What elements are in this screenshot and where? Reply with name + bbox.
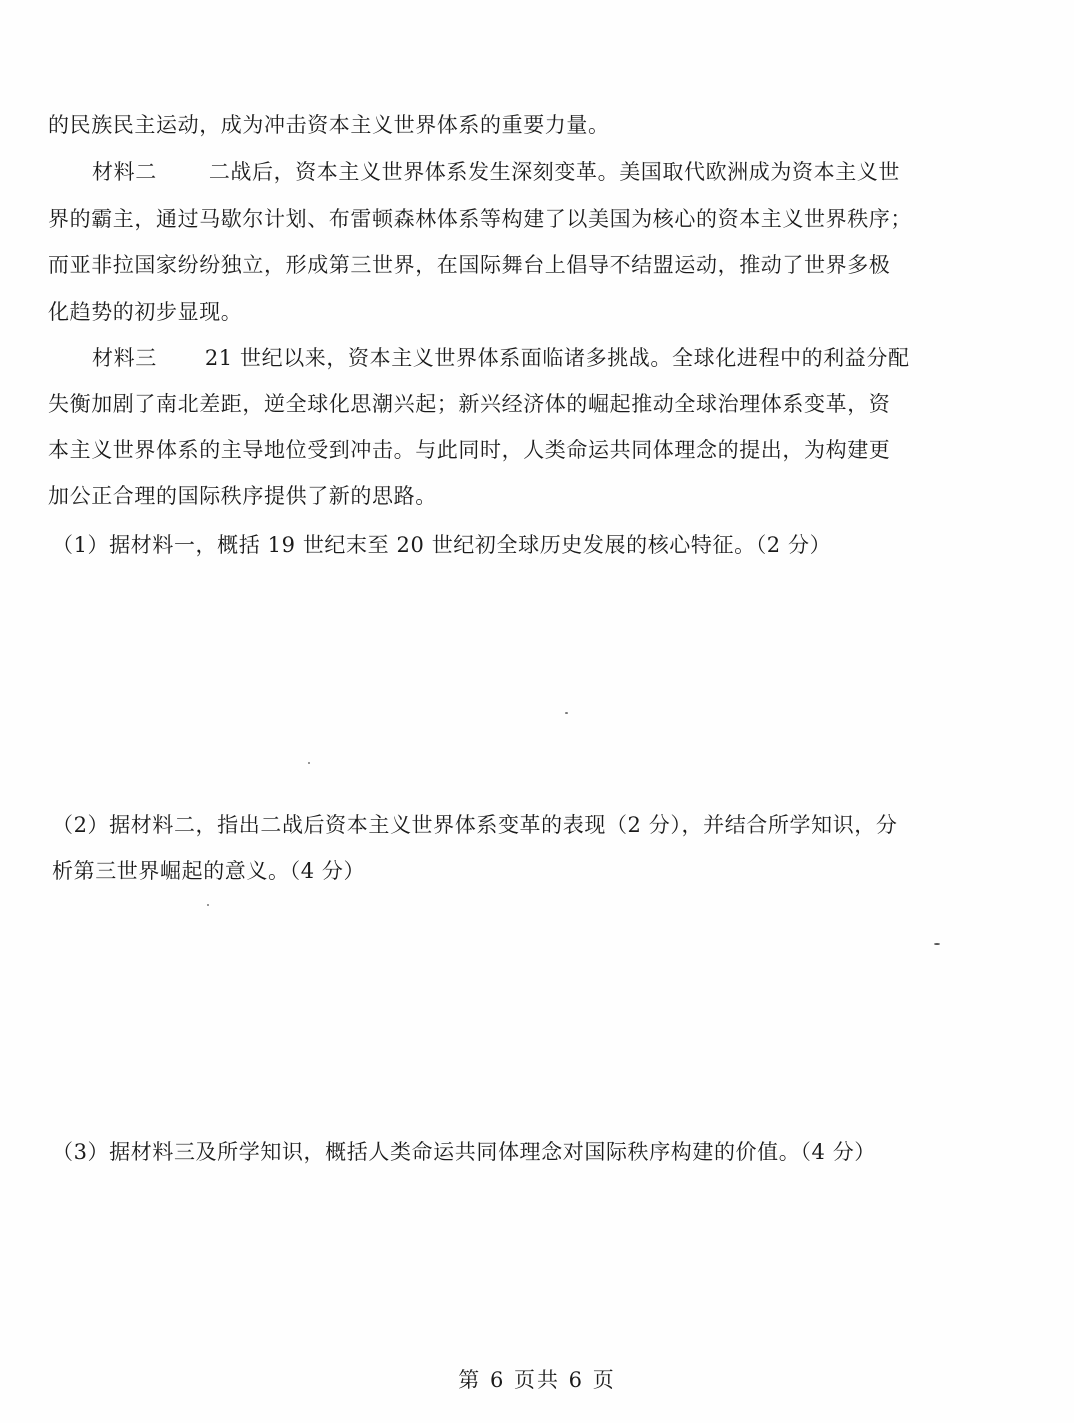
scan-speck	[207, 904, 209, 906]
material3-line-3: 本主义世界体系的主导地位受到冲击。与此同时，人类命运共同体理念的提出，为构建更	[48, 438, 891, 462]
scan-speck	[934, 943, 940, 945]
question-1: （1）据材料一，概括 19 世纪末至 20 世纪初全球历史发展的核心特征。（2 分）	[52, 533, 832, 557]
material2-line-2: 界的霸主，通过马歇尔计划、布雷顿森林体系等构建了以美国为核心的资本主义世界秩序；	[48, 207, 912, 231]
question-2-line-1: （2）据材料二，指出二战后资本主义世界体系变革的表现（2 分），并结合所学知识，分	[52, 813, 898, 837]
material3-line-2: 失衡加剧了南北差距，逆全球化思潮兴起；新兴经济体的崛起推动全球治理体系变革，资	[48, 392, 891, 416]
scan-speck	[565, 712, 568, 714]
material2-line-1	[92, 157, 900, 187]
page-footer: 第 6 页共 6 页	[458, 1368, 616, 1392]
material3-label: 材料三	[92, 346, 157, 370]
material3-text-1: 21 世纪以来，资本主义世界体系面临诸多挑战。全球化进程中的利益分配	[204, 346, 910, 370]
material2-text-1: 二战后，资本主义世界体系发生深刻变革。美国取代欧洲成为资本主义世	[208, 160, 901, 184]
material1-tail: 的民族民主运动，成为冲击资本主义世界体系的重要力量。	[48, 113, 610, 137]
material3-line-1	[92, 343, 910, 373]
question-2-line-2: 析第三世界崛起的意义。（4 分）	[52, 859, 366, 883]
material2-label: 材料二	[92, 160, 157, 184]
material2-line-3: 而亚非拉国家纷纷独立，形成第三世界，在国际舞台上倡导不结盟运动，推动了世界多极	[48, 253, 891, 277]
question-3: （3）据材料三及所学知识，概括人类命运共同体理念对国际秩序构建的价值。（4 分）	[52, 1140, 876, 1164]
material2-line-4: 化趋势的初步显现。	[48, 300, 243, 324]
scan-speck	[308, 762, 310, 764]
material3-line-4: 加公正合理的国际秩序提供了新的思路。	[48, 484, 437, 508]
